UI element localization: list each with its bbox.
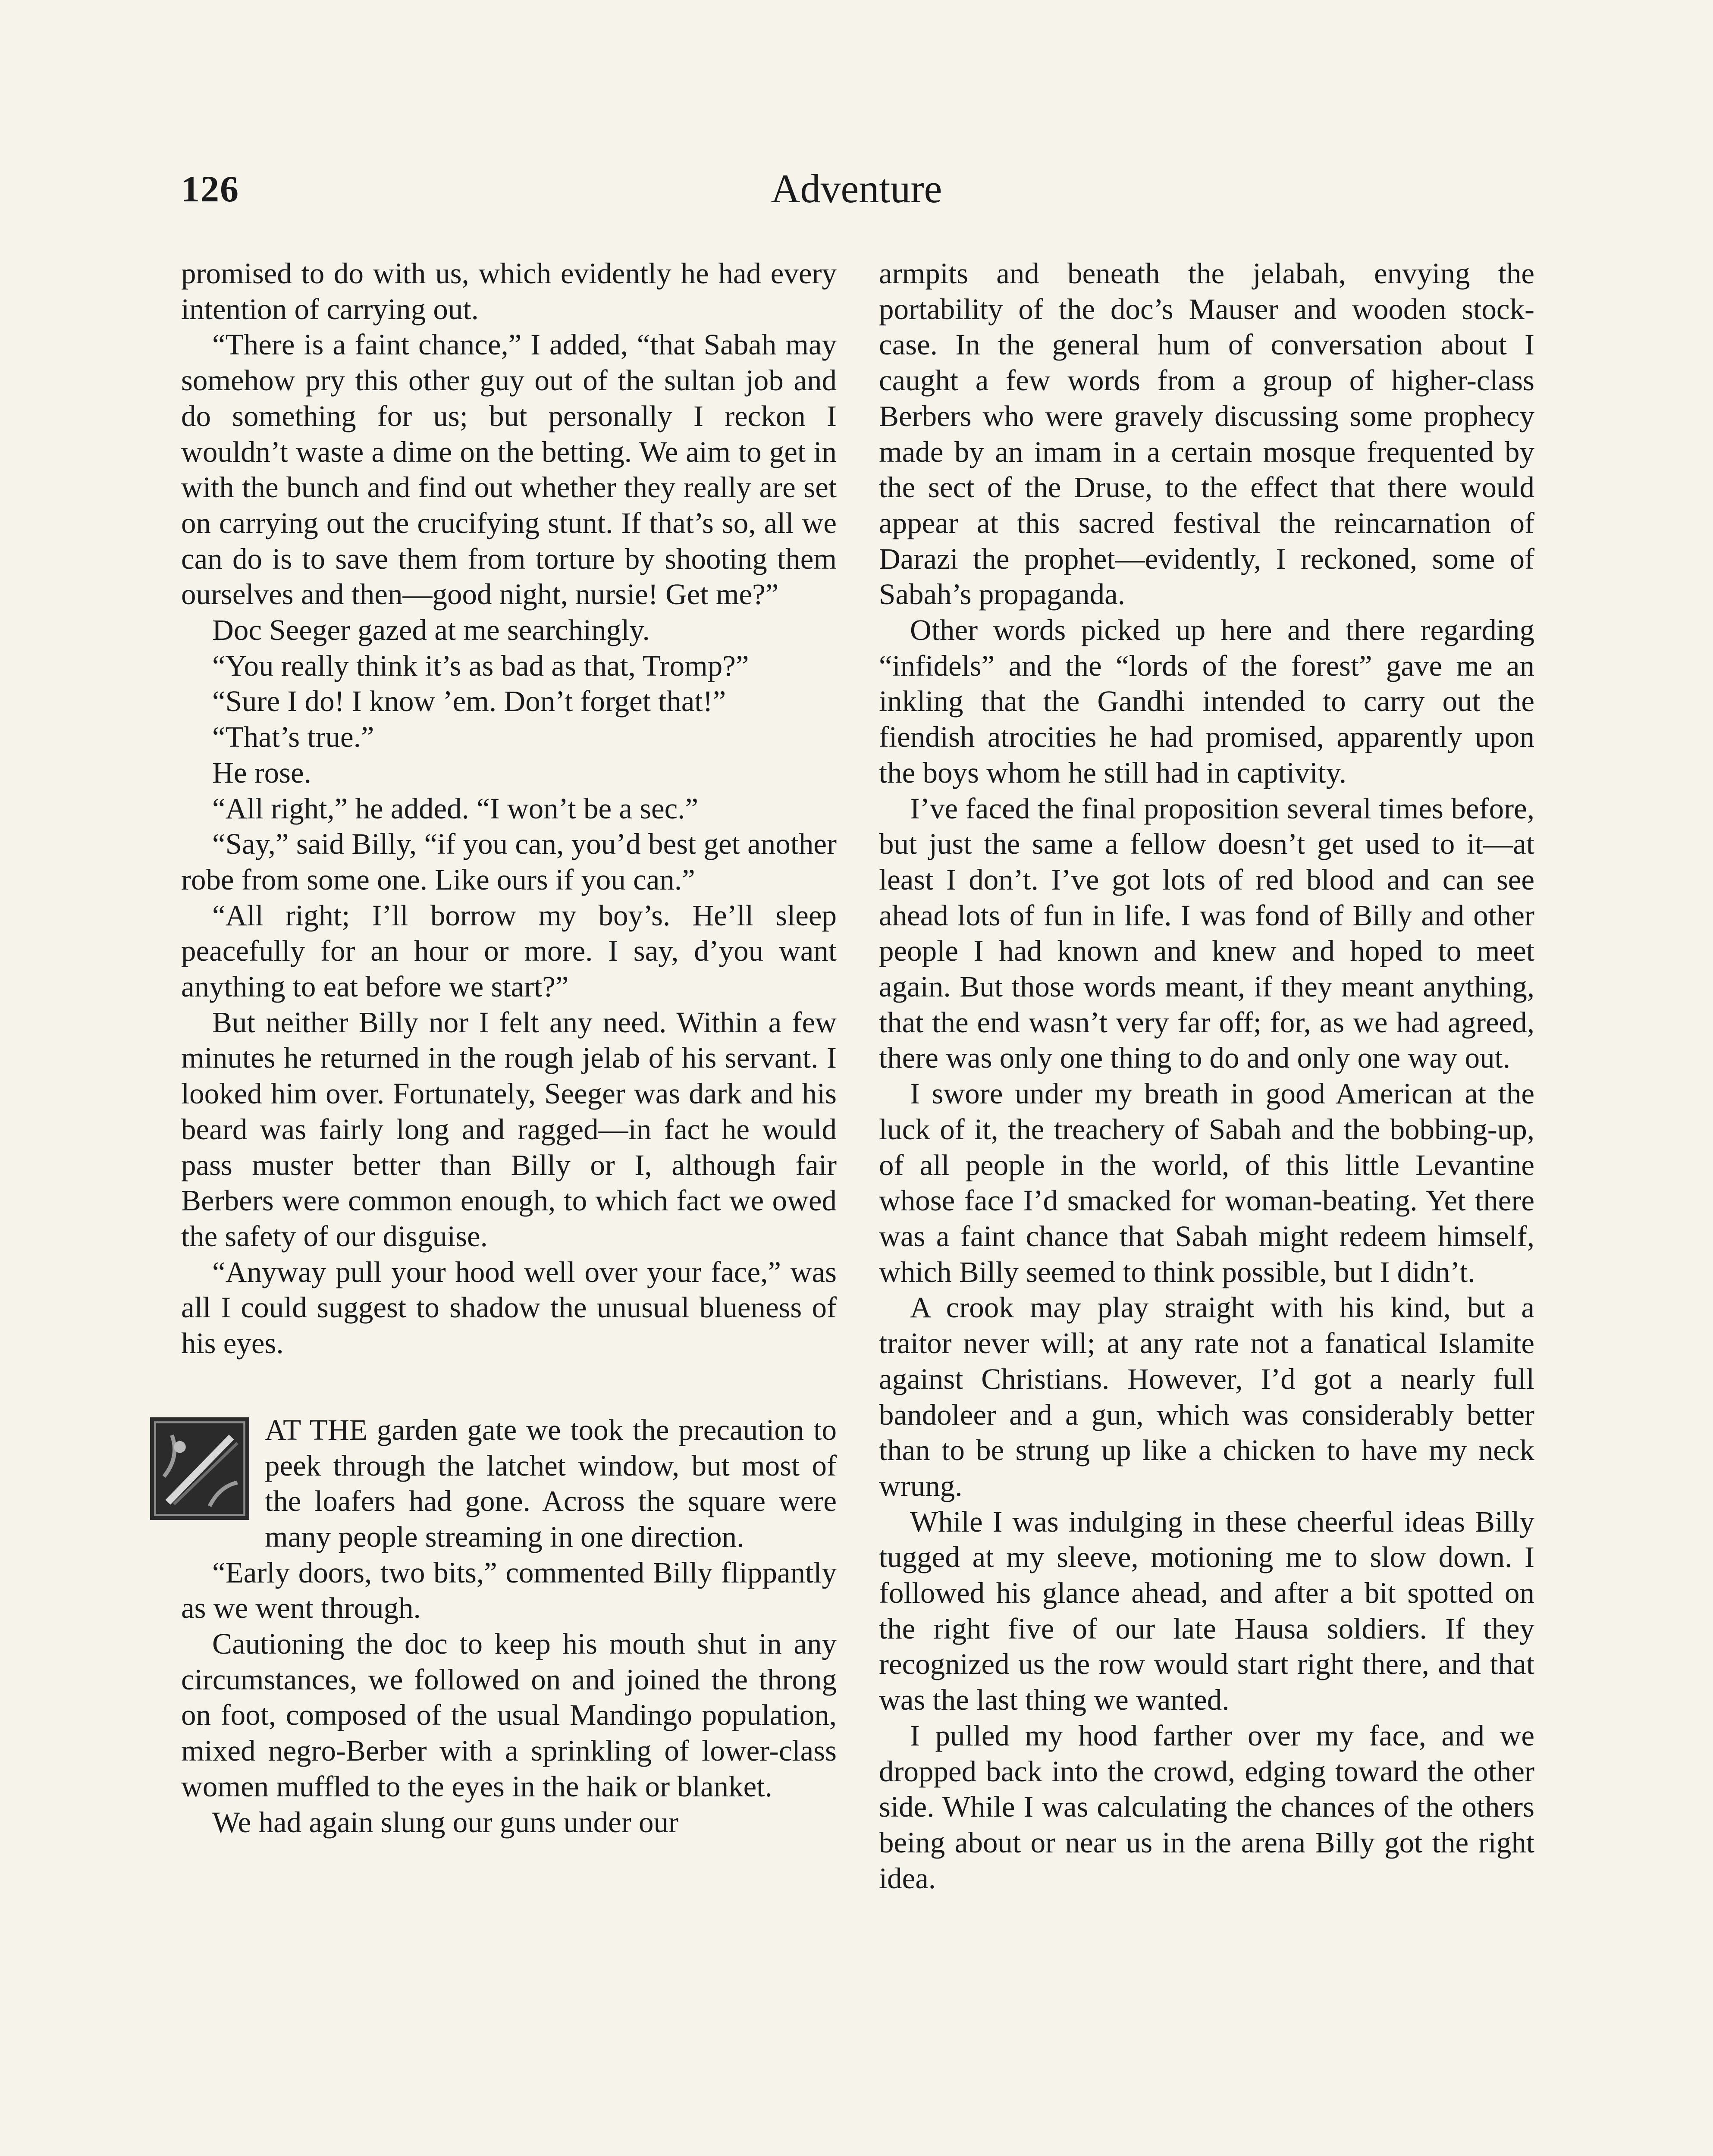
right-column — [879, 256, 1534, 1896]
paragraph: Other words picked up here and there regarding “infidels” and the “lords of the forest” gave me an inkling that the Gandhi intended to carry out the fiendish atrocities he had promised, apparently upon the boys whom he still had in captivity. — [879, 614, 1534, 789]
paragraph: Cautioning the doc to keep his mouth shut in any circumstances, we followed on and joined the throng on foot, composed of the usual Mandingo population, mixed negro-Berber with a sprinkling of lower-class women muffled to the eyes in the haik or blanket. — [181, 1627, 837, 1803]
paragraph: “Sure I do! I know ’em. Don’t forget that!” — [212, 685, 726, 718]
paragraph: “That’s true.” — [212, 721, 374, 754]
page-number: 126 — [181, 168, 239, 210]
paragraph: We had again slung our guns under our — [212, 1805, 678, 1839]
drop-cap-ornament-icon — [150, 1417, 249, 1520]
paragraph: I pulled my hood farther over my face, and we dropped back into the crowd, edging toward the other side. While I was calculating the chances of the others being about or near us in the arena Billy got the right idea. — [879, 1719, 1534, 1895]
paragraph: While I was indulging in these cheerful ideas Billy tugged at my sleeve, motioning me to slow down. I followed his glance ahead, and after a bit spotted on the right five of our late Hausa soldiers. If they recognized us the row would start right there, and that was the last thing we wanted. — [879, 1505, 1534, 1717]
paragraph: “Say,” said Billy, “if you can, you’d best get another robe from some one. Like ours if you can.” — [181, 827, 837, 896]
section-start — [181, 1412, 837, 1555]
paragraph: armpits and beneath the jelabah, envying the portability of the doc’s Mauser and wooden stock-case. In the general hum of conversation about I caught a few words from a group of higher-class Berbers who were gravely discussing some prophecy made by an imam in a certain mosque frequented by the sect of the Druse, to the effect that there would appear at this sacred festival the reincarnation of Darazi the prophet—evidently, I reckoned, some of Sabah’s propaganda. — [879, 257, 1534, 611]
paragraph: AT THE garden gate we took the precaution to peek through the latchet window, but most of the loafers had gone. Across the square were many people streaming in one direction. — [265, 1413, 837, 1553]
paragraph: A crook may play straight with his kind, but a traitor never will; at any rate not a fanatical Islamite against Christians. However, I’d got a nearly full bandoleer and a gun, which was considerably better than to be strung up like a chicken to have my neck wrung. — [879, 1291, 1534, 1502]
paragraph: But neither Billy nor I felt any need. Within a few minutes he returned in the rough jelab of his servant. I looked him over. Fortunately, Seeger was dark and his beard was fairly long and ragged—in fact he would pass muster better than Billy or I, although fair Berbers were common enough, to which fact we owed the safety of our disguise. — [181, 1006, 837, 1253]
paragraph: I’ve faced the final proposition several times before, but just the same a fellow doesn’t get used to it—at least I don’t. I’ve got lots of red blood and can see ahead lots of fun in life. I was fond of Billy and other people I had known and knew and hoped to meet again. But those words meant, if they meant anything, that the end wasn’t very far off; for, as we had agreed, there was only one thing to do and only one way out. — [879, 792, 1534, 1075]
paragraph: I swore under my breath in good American at the luck of it, the treachery of Sabah and the bobbing-up, of all people in the world, of this little Levantine whose face I’d smacked for woman-beating. Yet there was a faint chance that Sabah might redeem himself, which Billy seemed to think possible, but I didn’t. — [879, 1077, 1534, 1288]
paragraph: Doc Seeger gazed at me searchingly. — [212, 614, 650, 647]
paragraph: promised to do with us, which evidently he had every intention of carrying out. — [181, 257, 837, 326]
paragraph: He rose. — [212, 756, 311, 789]
running-title: Adventure — [771, 166, 942, 211]
paragraph: “All right,” he added. “I won’t be a sec.” — [212, 792, 699, 825]
paragraph: “You really think it’s as bad as that, Tromp?” — [212, 649, 749, 682]
paragraph: “All right; I’ll borrow my boy’s. He’ll sleep peacefully for an hour or more. I say, d’you want anything to eat before we start?” — [181, 899, 837, 1003]
paragraph: “Early doors, two bits,” commented Billy flippantly as we went through. — [181, 1556, 837, 1625]
left-column — [181, 256, 837, 1840]
paragraph: “Anyway pull your hood well over your face,” was all I could suggest to shadow the unusual blueness of his eyes. — [181, 1255, 837, 1360]
paragraph: “There is a faint chance,” I added, “that Sabah may somehow pry this other guy out of the sultan job and do something for us; but personally I reckon I wouldn’t waste a dime on the betting. We aim to get in with the bunch and find out whether they really are set on carrying out the crucifying stunt. If that’s so, all we can do is to save them from torture by shooting them ourselves and then—good night, nursie! Get me?” — [181, 328, 837, 611]
